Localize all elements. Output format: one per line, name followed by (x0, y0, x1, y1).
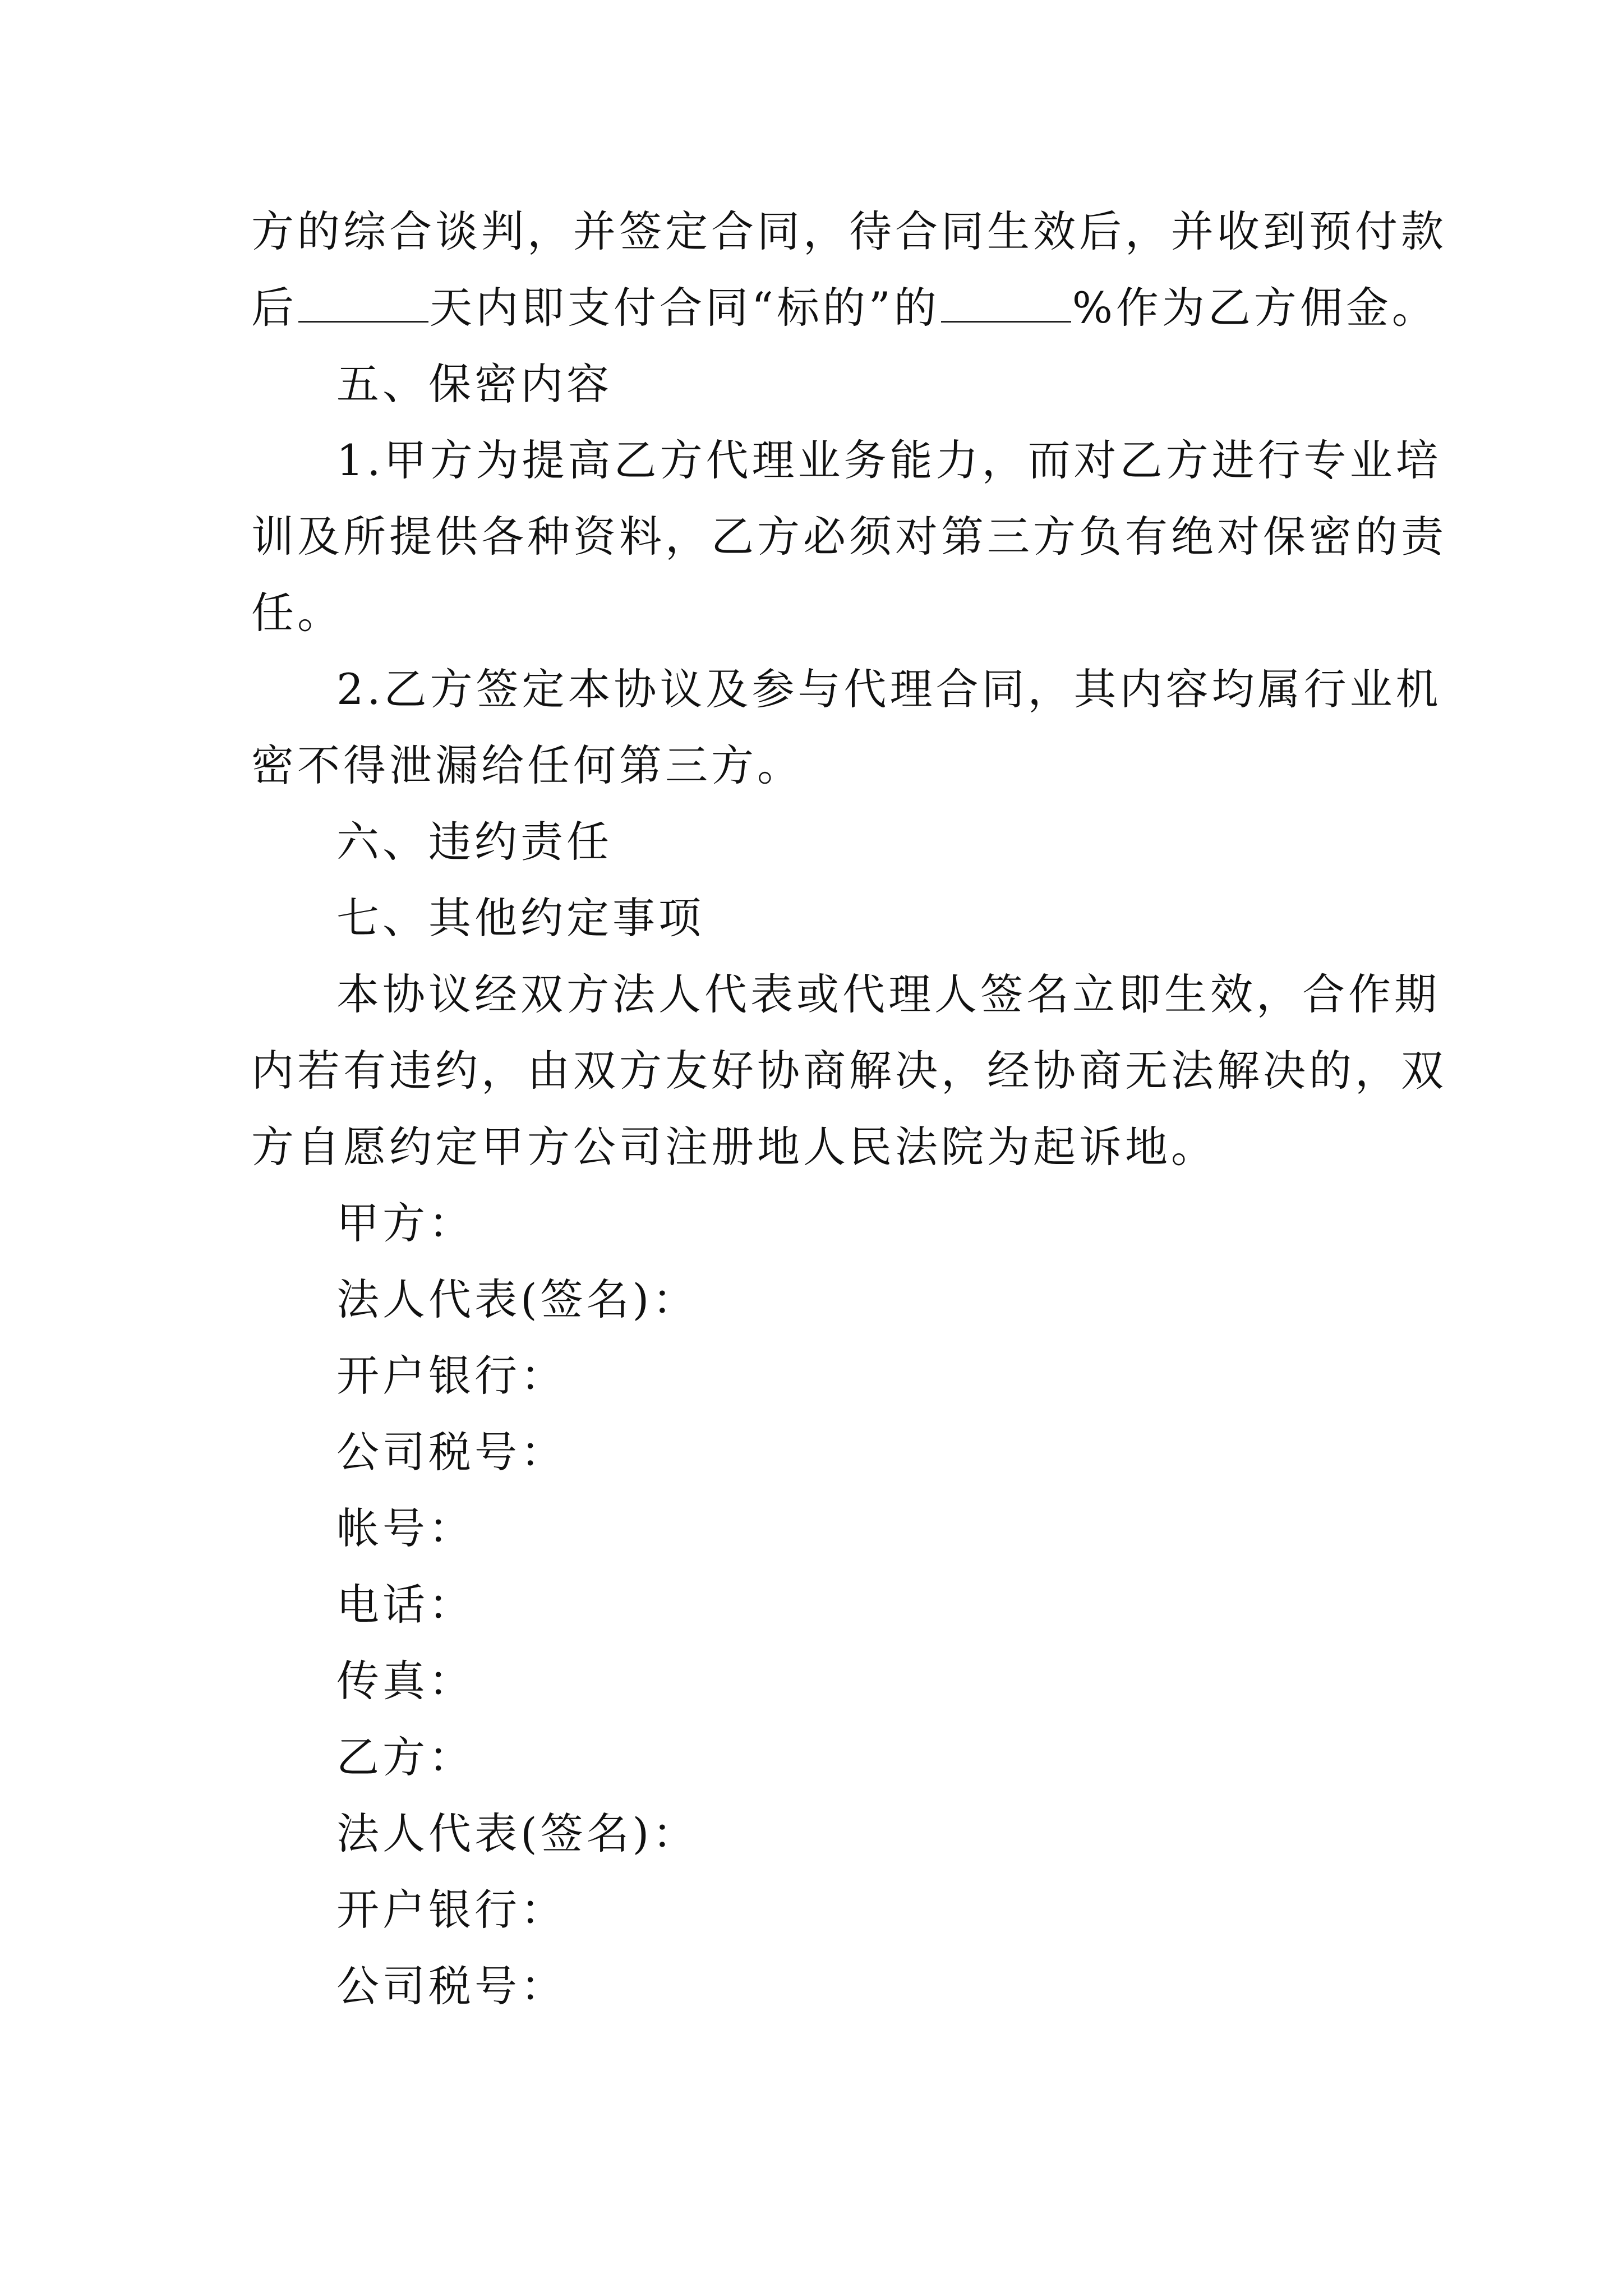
party-b-bank-field: 开户银行： (336, 1885, 566, 1935)
days-blank-field[interactable] (298, 287, 428, 323)
party-a-legal-rep-field: 法人代表(签名)： (336, 1274, 699, 1324)
paragraph-line: 2.乙方签定本协议及参与代理合同，其内容均属行业机 (336, 664, 1442, 714)
party-b-legal-rep-field: 法人代表(签名)： (336, 1809, 699, 1858)
section-heading-other-terms: 七、其他约定事项 (336, 893, 704, 943)
clause-text: %作为乙方佣金。 (1072, 283, 1438, 333)
paragraph-line: 内若有违约，由双方友好协商解决，经协商无法解决的，双 (251, 1046, 1447, 1096)
percent-blank-field[interactable] (941, 287, 1071, 323)
section-heading-confidentiality: 五、保密内容 (336, 359, 612, 409)
section-heading-liability: 六、违约责任 (336, 817, 612, 867)
party-a-account-field: 帐号： (336, 1503, 474, 1553)
paragraph-line: 方的综合谈判，并签定合同，待合同生效后，并收到预付款 (251, 206, 1447, 256)
party-a-phone-field: 电话： (336, 1580, 474, 1630)
party-a-tax-id-field: 公司税号： (336, 1427, 566, 1477)
paragraph-line: 密不得泄漏给任何第三方。 (251, 740, 803, 790)
commission-clause-line (251, 270, 1438, 346)
party-a-label: 甲方： (336, 1198, 474, 1248)
clause-text: 后 (251, 283, 297, 333)
paragraph-line: 任。 (251, 588, 343, 638)
party-a-fax-field: 传真： (336, 1656, 474, 1706)
clause-text: 天内即支付合同“标的”的 (430, 283, 940, 333)
contract-text (251, 194, 1447, 2024)
paragraph-line: 1.甲方为提高乙方代理业务能力，而对乙方进行专业培 (336, 435, 1442, 485)
paragraph-line: 训及所提供各种资料，乙方必须对第三方负有绝对保密的责 (251, 512, 1447, 562)
paragraph-line: 方自愿约定甲方公司注册地人民法院为起诉地。 (251, 1122, 1217, 1172)
paragraph-line: 本协议经双方法人代表或代理人签名立即生效，合作期 (336, 969, 1440, 1019)
party-a-bank-field: 开户银行： (336, 1351, 566, 1401)
party-b-tax-id-field: 公司税号： (336, 1961, 566, 2011)
party-b-label: 乙方： (336, 1732, 474, 1782)
